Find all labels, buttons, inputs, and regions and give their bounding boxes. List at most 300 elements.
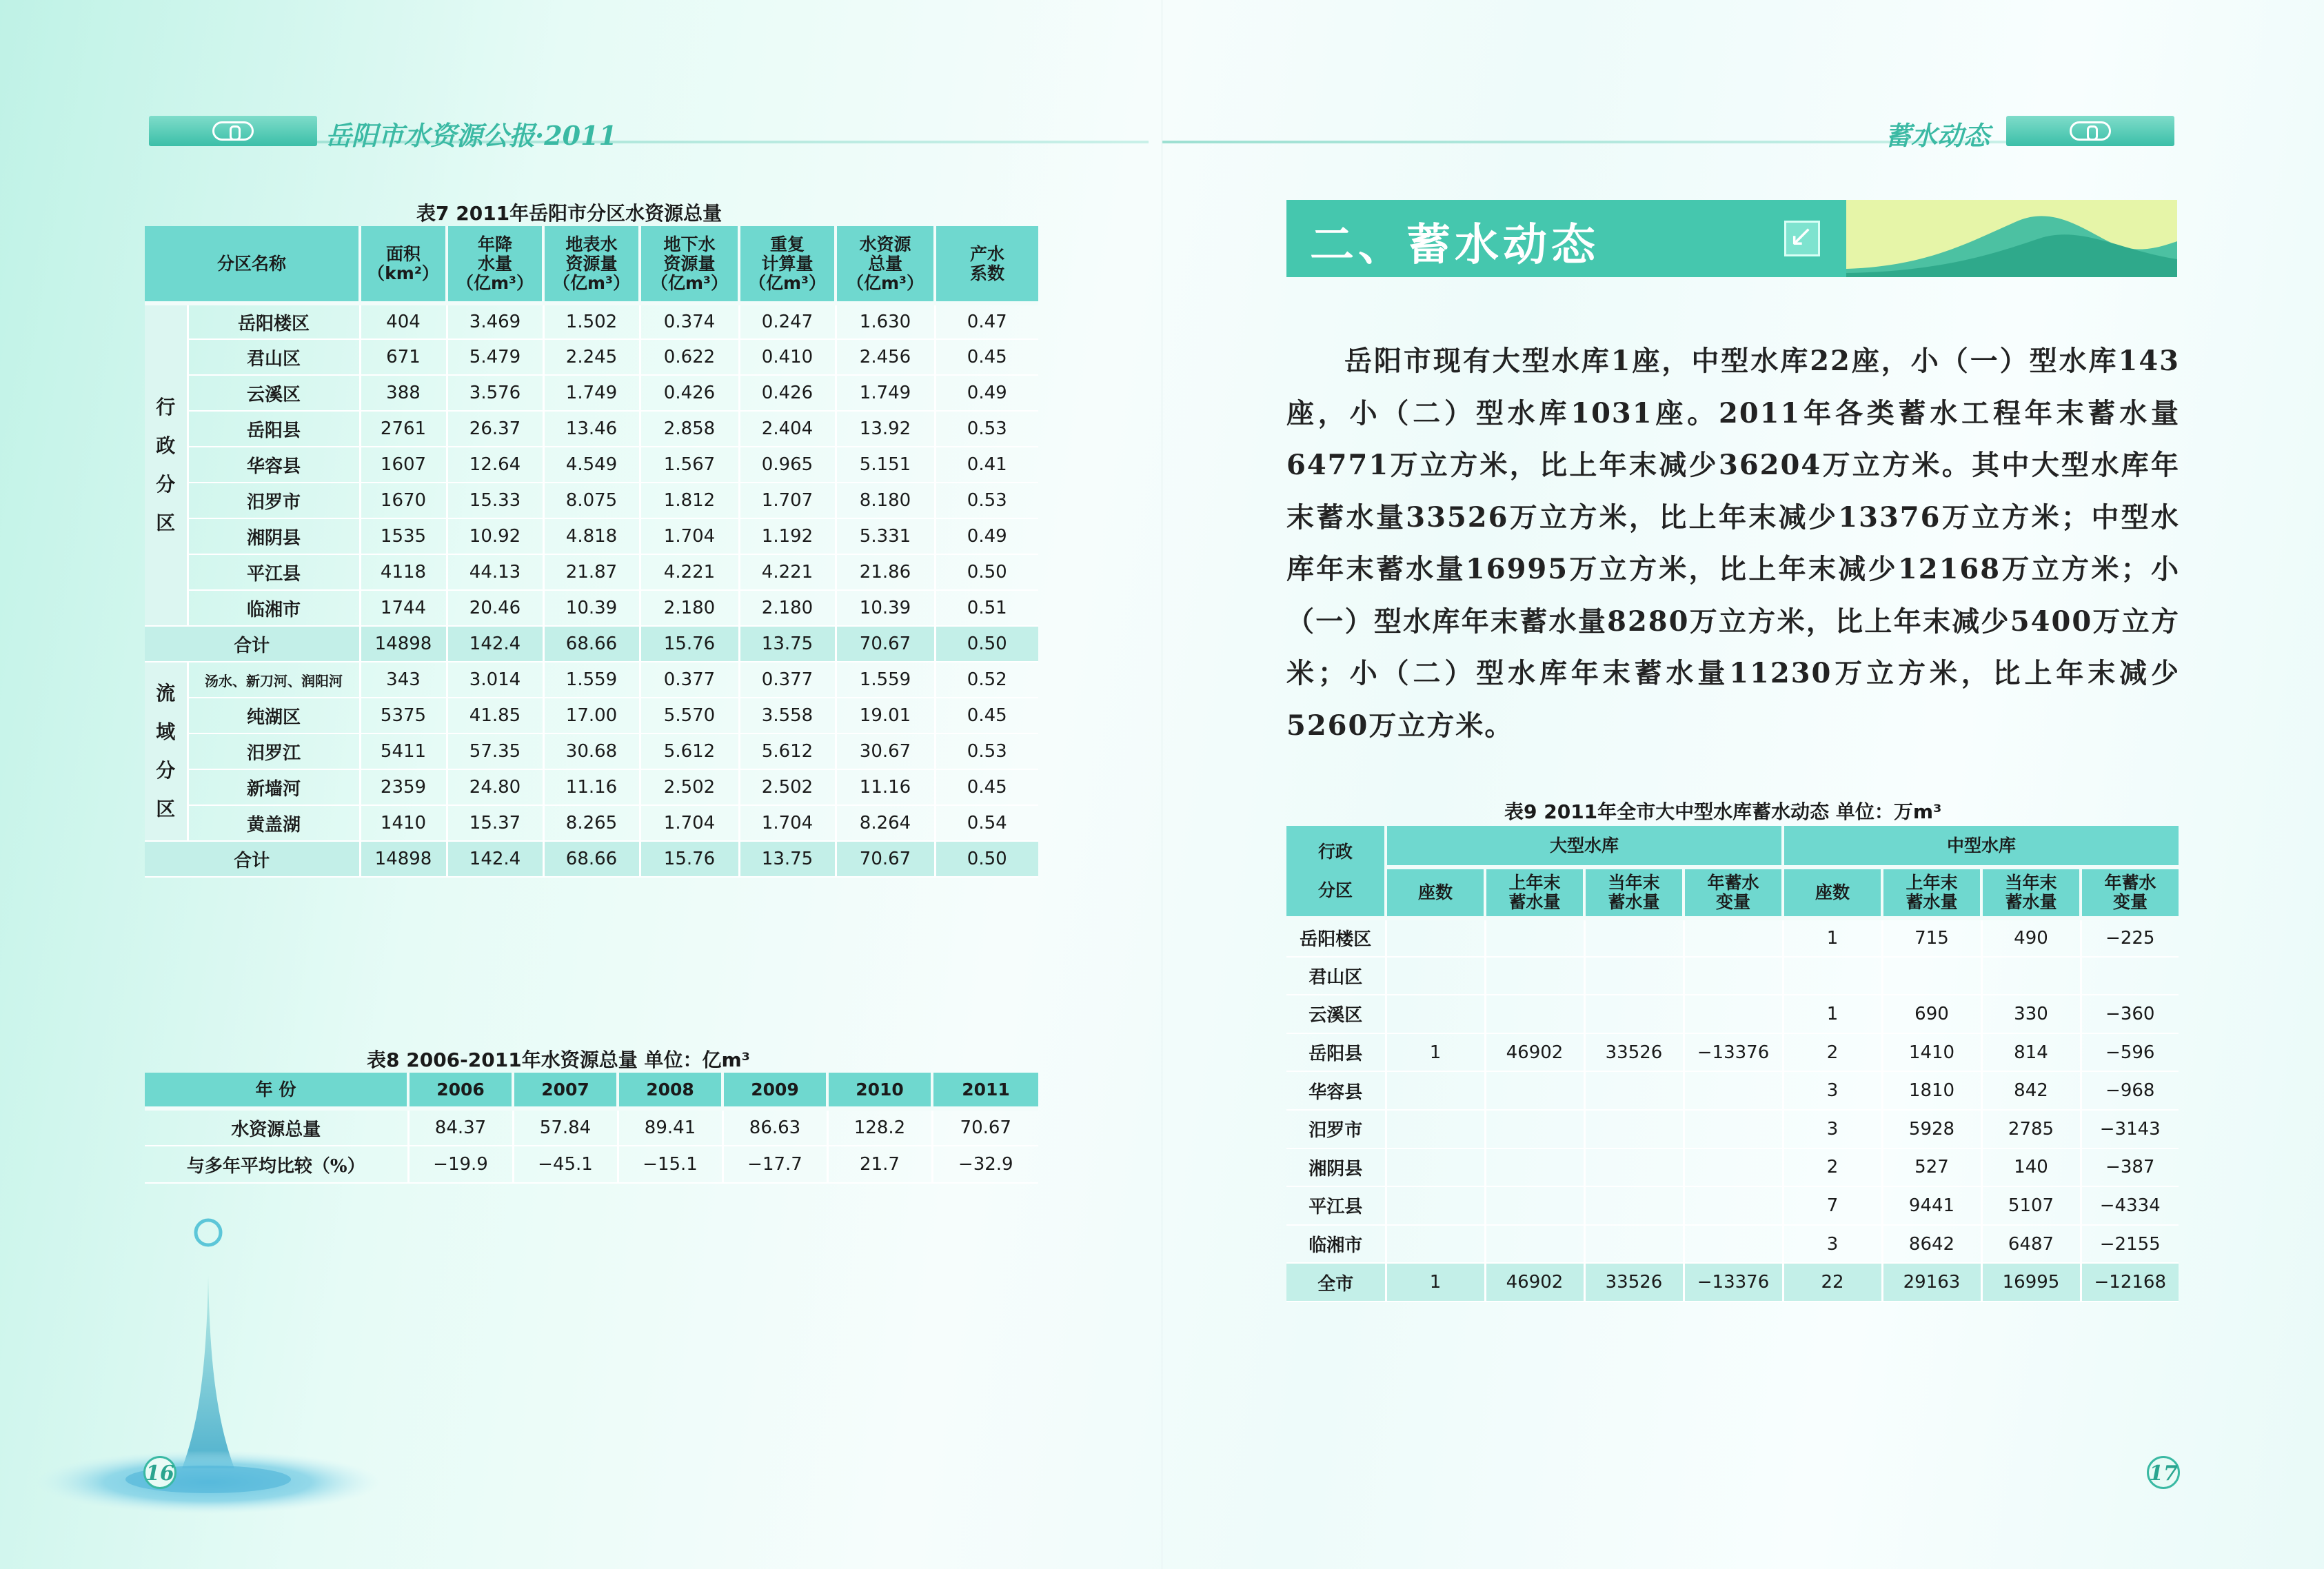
- t7-region-name: 汤水、新刀河、润阳河: [188, 662, 360, 698]
- t9-region-label: 行政分区: [1317, 841, 1353, 900]
- t9-cell: 527: [1882, 1148, 1981, 1187]
- t7-cell: 671: [360, 339, 447, 375]
- t9-cell: [1684, 1071, 1783, 1110]
- t7-cell: 10.39: [836, 590, 935, 626]
- t7-row: [145, 590, 1038, 626]
- t7-cell: 0.53: [935, 483, 1038, 518]
- t9-cell: −387: [2081, 1148, 2179, 1187]
- page-number-right: 17: [2147, 1456, 2180, 1489]
- t7-cell: 1.704: [640, 518, 739, 554]
- t9-cell: 7: [1783, 1186, 1882, 1225]
- t7-total-cell: 70.67: [836, 626, 935, 662]
- t9-row: [1286, 957, 2179, 995]
- header-line: 蓄水量: [1906, 892, 1958, 912]
- t9-large-header: 大型水库: [1386, 826, 1783, 867]
- t9-row: [1286, 918, 2179, 957]
- t7-header-cell: [360, 226, 447, 303]
- t7-cell: 1670: [360, 483, 447, 518]
- t7-total-cell: 14898: [360, 841, 447, 877]
- t7-cell: 1744: [360, 590, 447, 626]
- header-line: 水量: [477, 253, 512, 274]
- t7-cell: 1.559: [543, 662, 640, 698]
- header-line: 当年末: [1608, 873, 1660, 893]
- t9-region-name: 岳阳县: [1286, 1033, 1386, 1072]
- t7-cell: 1535: [360, 518, 447, 554]
- page-number-left: 16: [143, 1456, 176, 1489]
- t7-cell: 21.86: [836, 554, 935, 590]
- t9-sub-header: [1485, 867, 1584, 918]
- t9-sub-header: [1386, 867, 1485, 918]
- t9-cell: [1584, 918, 1684, 957]
- t7-row: [145, 411, 1038, 447]
- t9-cell: [1485, 1110, 1584, 1148]
- t9-sub-header: [1981, 867, 2081, 918]
- t7-cell: 1.567: [640, 447, 739, 483]
- t8-cell: 86.63: [723, 1109, 827, 1146]
- t7-cell: 388: [360, 375, 447, 411]
- t7-cell: 17.00: [543, 698, 640, 733]
- t7-cell: 0.49: [935, 518, 1038, 554]
- t9-region-name: 岳阳楼区: [1286, 918, 1386, 957]
- header-line: 上年末: [1906, 873, 1958, 893]
- t7-cell: 2.456: [836, 339, 935, 375]
- header-line: （亿m³）: [456, 272, 534, 293]
- t9-cell: [1584, 957, 1684, 995]
- t8-cell: 70.67: [932, 1109, 1038, 1146]
- t7-region-name: 临湘市: [188, 590, 360, 626]
- t7-total-cell: 0.50: [935, 841, 1038, 877]
- t7-cell: 15.37: [447, 805, 543, 841]
- header-line: 水资源: [859, 234, 911, 254]
- t7-cell: 1410: [360, 805, 447, 841]
- t9-cell: −13376: [1684, 1263, 1783, 1302]
- header-line: 分区名称: [216, 253, 286, 274]
- t9-cell: 490: [1981, 918, 2081, 957]
- t7-cell: 3.014: [447, 662, 543, 698]
- t7-cell: 2.404: [739, 411, 836, 447]
- t8-row: [145, 1146, 1038, 1183]
- header-line: 蓄水量: [1508, 892, 1561, 912]
- t9-cell: [1386, 1148, 1485, 1187]
- t9-cell: 33526: [1584, 1263, 1684, 1302]
- t9-cell: 3: [1783, 1110, 1882, 1148]
- t8-cell: −19.9: [408, 1146, 513, 1183]
- t7-group-label: [145, 662, 188, 841]
- storage-paragraph: 岳阳市现有大型水库1座，中型水库22座，小（一）型水库143座，小（二）型水库1031座。2011年各类蓄水工程年末蓄水量64771万立方米，比上年末减少36204万立方米。其中大型水库年末蓄水量33526万立方米，比上年末减少13376万立方米；中型水库年末蓄水量16995万立方米，比上年末减少12168万立方米；小（一）型水库年末蓄水量8280万立方米，比上年末减少5400万立方米；小（二）型水库年末蓄水量11230万立方米，比上年末减少5260万立方米。: [1286, 345, 2180, 742]
- t7-cell: 57.35: [447, 733, 543, 769]
- t7-total-cell: 13.75: [739, 626, 836, 662]
- t9-cell: −12168: [2081, 1263, 2179, 1302]
- t9-cell: [1684, 957, 1783, 995]
- t9-cell: [1386, 1110, 1485, 1148]
- table7-caption: 表7 2011年岳阳市分区水资源总量: [416, 202, 723, 225]
- header-line: 总量: [867, 253, 902, 274]
- t7-cell: 13.46: [543, 411, 640, 447]
- t9-cell: 46902: [1485, 1263, 1584, 1302]
- t8-cell: 57.84: [513, 1109, 618, 1146]
- t9-row: [1286, 1225, 2179, 1264]
- t9-cell: [1684, 1225, 1783, 1264]
- t7-group-text: 行政分区: [156, 396, 176, 534]
- t8-cell: 21.7: [827, 1146, 932, 1183]
- t7-cell: 0.426: [640, 375, 739, 411]
- t7-total-row: [145, 626, 1038, 662]
- header-line: 蓄水量: [2005, 892, 2057, 912]
- t7-cell: 0.45: [935, 769, 1038, 805]
- t7-cell: 2.502: [739, 769, 836, 805]
- t7-cell: 5.612: [640, 733, 739, 769]
- banner-landscape: [1846, 200, 2177, 277]
- t7-cell: 2.858: [640, 411, 739, 447]
- t9-cell: [1584, 1071, 1684, 1110]
- t9-cell: [2081, 957, 2179, 995]
- t7-cell: 0.52: [935, 662, 1038, 698]
- t7-cell: 5.612: [739, 733, 836, 769]
- header-line: 年蓄水: [2104, 873, 2156, 893]
- t7-region-name: 平江县: [188, 554, 360, 590]
- header-line: 座数: [1417, 882, 1453, 902]
- t8-header-cell: 年 份: [145, 1073, 408, 1109]
- t7-cell: 343: [360, 662, 447, 698]
- t7-cell: 2359: [360, 769, 447, 805]
- t7-header-cell: [739, 226, 836, 303]
- t9-cell: 842: [1981, 1071, 2081, 1110]
- t9-cell: 3: [1783, 1071, 1882, 1110]
- t7-total-row: [145, 841, 1038, 877]
- t7-cell: 8.264: [836, 805, 935, 841]
- t7-region-name: 君山区: [188, 339, 360, 375]
- t7-total-cell: 70.67: [836, 841, 935, 877]
- t9-cell: [1584, 995, 1684, 1033]
- t9-cell: 1410: [1882, 1033, 1981, 1072]
- t9-cell: [1584, 1110, 1684, 1148]
- t9-cell: [1783, 957, 1882, 995]
- t7-region-name: 新墙河: [188, 769, 360, 805]
- t7-cell: 15.33: [447, 483, 543, 518]
- t8-header-cell: 2008: [618, 1073, 723, 1109]
- t7-cell: 1.704: [739, 805, 836, 841]
- t9-cell: [1684, 1148, 1783, 1187]
- t7-total-cell: 68.66: [543, 841, 640, 877]
- t7-cell: 8.265: [543, 805, 640, 841]
- header-line: 地下水: [663, 234, 716, 254]
- t7-region-name: 云溪区: [188, 375, 360, 411]
- t9-cell: [1386, 1225, 1485, 1264]
- t7-cell: 2.180: [640, 590, 739, 626]
- t8-header-cell: 2011: [932, 1073, 1038, 1109]
- t9-cell: 1: [1783, 918, 1882, 957]
- t7-cell: 0.49: [935, 375, 1038, 411]
- t9-cell: 22: [1783, 1263, 1882, 1302]
- t7-cell: 3.576: [447, 375, 543, 411]
- t7-region-name: 汨罗江: [188, 733, 360, 769]
- t9-cell: 2: [1783, 1148, 1882, 1187]
- t7-cell: 0.426: [739, 375, 836, 411]
- t7-header-cell: [145, 226, 360, 303]
- t9-cell: 46902: [1485, 1033, 1584, 1072]
- t9-cell: 2: [1783, 1033, 1882, 1072]
- t7-cell: 2761: [360, 411, 447, 447]
- t8-header-cell: 2007: [513, 1073, 618, 1109]
- t7-cell: 0.374: [640, 303, 739, 339]
- header-line: 地表水: [565, 234, 618, 254]
- t8-cell: −45.1: [513, 1146, 618, 1183]
- t7-row: [145, 698, 1038, 733]
- header-line: 重复: [769, 234, 805, 254]
- header-line: （亿m³）: [749, 272, 826, 293]
- t7-header-cell: [447, 226, 543, 303]
- t9-cell: 814: [1981, 1033, 2081, 1072]
- t8-cell: −32.9: [932, 1146, 1038, 1183]
- t7-total-cell: 142.4: [447, 841, 543, 877]
- t7-cell: 1.707: [739, 483, 836, 518]
- t9-cell: [1485, 1225, 1584, 1264]
- t7-region-name: 纯湖区: [188, 698, 360, 733]
- t7-total-cell: 142.4: [447, 626, 543, 662]
- t7-cell: 0.247: [739, 303, 836, 339]
- t7-cell: 1.630: [836, 303, 935, 339]
- t7-total-label: 合计: [145, 626, 360, 662]
- t9-cell: −13376: [1684, 1033, 1783, 1072]
- t9-cell: [1485, 918, 1584, 957]
- t7-row: [145, 805, 1038, 841]
- t9-cell: [1386, 1071, 1485, 1110]
- t7-cell: 0.410: [739, 339, 836, 375]
- t7-header-cell: [543, 226, 640, 303]
- t7-cell: 4.549: [543, 447, 640, 483]
- header-line: 年降: [477, 234, 512, 254]
- t7-cell: 3.469: [447, 303, 543, 339]
- t7-cell: 4.221: [739, 554, 836, 590]
- t9-sub-header: [1684, 867, 1783, 918]
- t9-cell: [1485, 1186, 1584, 1225]
- header-line: 座数: [1815, 882, 1850, 902]
- t7-cell: 2.245: [543, 339, 640, 375]
- t9-cell: 140: [1981, 1148, 2081, 1187]
- t7-total-label: 合计: [145, 841, 360, 877]
- t7-total-cell: 13.75: [739, 841, 836, 877]
- t9-cell: [1386, 918, 1485, 957]
- t9-region-name: 云溪区: [1286, 995, 1386, 1033]
- header-title-right: 蓄水动态: [1885, 120, 1990, 151]
- t7-cell: 44.13: [447, 554, 543, 590]
- t7-region-name: 汨罗市: [188, 483, 360, 518]
- t7-group-text: 流域分区: [156, 682, 176, 820]
- t9-sub-header: [1783, 867, 1882, 918]
- t9-cell: [1684, 1110, 1783, 1148]
- t7-row: [145, 447, 1038, 483]
- t7-cell: 26.37: [447, 411, 543, 447]
- t7-cell: 1607: [360, 447, 447, 483]
- t8-cell: −15.1: [618, 1146, 723, 1183]
- t9-region-name: 汨罗市: [1286, 1110, 1386, 1148]
- t9-region-name: 湘阴县: [1286, 1148, 1386, 1187]
- t7-cell: 5.331: [836, 518, 935, 554]
- t9-cell: −596: [2081, 1033, 2179, 1072]
- t9-cell: −3143: [2081, 1110, 2179, 1148]
- t7-cell: 24.80: [447, 769, 543, 805]
- t9-region-name: 全市: [1286, 1263, 1386, 1302]
- header-line: （亿m³）: [651, 272, 728, 293]
- t7-cell: 0.53: [935, 411, 1038, 447]
- landscape-hills-graphic: [1846, 200, 2177, 277]
- t9-cell: [1386, 1186, 1485, 1225]
- t9-cell: [1684, 918, 1783, 957]
- header-line: （亿m³）: [553, 272, 630, 293]
- t7-region-name: 湘阴县: [188, 518, 360, 554]
- t7-cell: 30.67: [836, 733, 935, 769]
- t7-region-name: 岳阳县: [188, 411, 360, 447]
- t9-cell: [1485, 1148, 1584, 1187]
- t9-cell: −968: [2081, 1071, 2179, 1110]
- t9-cell: 1: [1783, 995, 1882, 1033]
- t7-cell: 41.85: [447, 698, 543, 733]
- t7-cell: 4.221: [640, 554, 739, 590]
- header-line: 计算量: [761, 253, 814, 274]
- section-banner: [1286, 200, 2177, 277]
- t9-cell: [1584, 1225, 1684, 1264]
- t8-header-cell: 2009: [723, 1073, 827, 1109]
- t9-row: [1286, 1110, 2179, 1148]
- t7-cell: 1.192: [739, 518, 836, 554]
- t7-cell: 0.51: [935, 590, 1038, 626]
- t9-region-name: 君山区: [1286, 957, 1386, 995]
- t7-cell: 10.39: [543, 590, 640, 626]
- t7-row: [145, 339, 1038, 375]
- t7-cell: 10.92: [447, 518, 543, 554]
- t7-cell: 0.53: [935, 733, 1038, 769]
- header-line: 年蓄水: [1707, 873, 1759, 893]
- t9-cell: 29163: [1882, 1263, 1981, 1302]
- t9-cell: [1485, 995, 1584, 1033]
- water-drop-logo-icon: [2070, 121, 2111, 141]
- t9-cell: 1: [1386, 1263, 1485, 1302]
- t8-header-cell: 2006: [408, 1073, 513, 1109]
- t9-row: [1286, 1033, 2179, 1072]
- t7-cell: 8.180: [836, 483, 935, 518]
- header-line: 系数: [969, 263, 1004, 283]
- t7-total-cell: 15.76: [640, 626, 739, 662]
- t7-region-name: 黄盖湖: [188, 805, 360, 841]
- t9-cell: [1684, 995, 1783, 1033]
- t9-cell: 330: [1981, 995, 2081, 1033]
- t8-cell: 128.2: [827, 1109, 932, 1146]
- header-line: 资源量: [565, 253, 618, 274]
- t9-cell: 16995: [1981, 1263, 2081, 1302]
- header-line: 变量: [2112, 892, 2148, 912]
- t7-cell: 11.16: [543, 769, 640, 805]
- t7-cell: 5.570: [640, 698, 739, 733]
- t9-cell: [1684, 1186, 1783, 1225]
- header-line: 资源量: [663, 253, 716, 274]
- t7-header-cell: [836, 226, 935, 303]
- t9-cell: [1981, 957, 2081, 995]
- t7-cell: 5.479: [447, 339, 543, 375]
- water-drop-illustration: [28, 1206, 386, 1524]
- t7-cell: 2.180: [739, 590, 836, 626]
- t7-row: [145, 483, 1038, 518]
- t9-cell: [1386, 957, 1485, 995]
- t7-total-cell: 15.76: [640, 841, 739, 877]
- t7-cell: 5.151: [836, 447, 935, 483]
- t9-row: [1286, 1148, 2179, 1187]
- t7-cell: 19.01: [836, 698, 935, 733]
- t9-sub-header: [1882, 867, 1981, 918]
- t9-cell: 3: [1783, 1225, 1882, 1264]
- header-line: （亿m³）: [847, 272, 924, 293]
- t9-sub-header: [1584, 867, 1684, 918]
- t9-cell: 5107: [1981, 1186, 2081, 1225]
- t7-cell: 8.075: [543, 483, 640, 518]
- t9-cell: [1485, 1071, 1584, 1110]
- t9-cell: 690: [1882, 995, 1981, 1033]
- t7-total-cell: 68.66: [543, 626, 640, 662]
- header-line: 面积: [385, 243, 421, 264]
- t9-cell: −2155: [2081, 1225, 2179, 1264]
- t7-cell: 30.68: [543, 733, 640, 769]
- t9-region-name: 临湘市: [1286, 1225, 1386, 1264]
- t9-cell: −4334: [2081, 1186, 2179, 1225]
- t9-cell: 6487: [1981, 1225, 2081, 1264]
- t9-cell: [1584, 1148, 1684, 1187]
- t9-cell: 5928: [1882, 1110, 1981, 1148]
- t9-cell: 1: [1386, 1033, 1485, 1072]
- t7-region-name: 岳阳楼区: [188, 303, 360, 339]
- t7-cell: 0.45: [935, 339, 1038, 375]
- t9-cell: 8642: [1882, 1225, 1981, 1264]
- t7-cell: 1.704: [640, 805, 739, 841]
- t7-cell: 0.50: [935, 554, 1038, 590]
- t7-cell: 5375: [360, 698, 447, 733]
- t7-cell: 4.818: [543, 518, 640, 554]
- t9-cell: 9441: [1882, 1186, 1981, 1225]
- t7-cell: 404: [360, 303, 447, 339]
- t8-row: [145, 1109, 1038, 1146]
- t9-sub-header: [2081, 867, 2179, 918]
- arrow-down-left-icon: [1784, 221, 1820, 256]
- t8-cell: 89.41: [618, 1109, 723, 1146]
- t9-cell: −225: [2081, 918, 2179, 957]
- t7-cell: 12.64: [447, 447, 543, 483]
- t7-cell: 20.46: [447, 590, 543, 626]
- header-line: 上年末: [1508, 873, 1561, 893]
- table9-caption: 表9 2011年全市大中型水库蓄水动态 单位：万m³: [1504, 800, 1942, 823]
- t7-cell: 1.812: [640, 483, 739, 518]
- t7-cell: 11.16: [836, 769, 935, 805]
- t7-total-cell: 14898: [360, 626, 447, 662]
- t7-total-cell: 0.50: [935, 626, 1038, 662]
- t7-cell: 0.45: [935, 698, 1038, 733]
- header-line: 蓄水量: [1608, 892, 1660, 912]
- t7-cell: 1.502: [543, 303, 640, 339]
- t7-cell: 5411: [360, 733, 447, 769]
- t7-header-cell: [640, 226, 739, 303]
- t7-cell: 0.377: [640, 662, 739, 698]
- header-line: 当年末: [2005, 873, 2057, 893]
- header-logo-block-right: [2006, 116, 2174, 146]
- t7-cell: 3.558: [739, 698, 836, 733]
- t7-group-label: [145, 303, 188, 626]
- t9-cell: −360: [2081, 995, 2179, 1033]
- t8-row-label: 水资源总量: [145, 1109, 408, 1146]
- t7-cell: 0.622: [640, 339, 739, 375]
- t9-cell: [1485, 957, 1584, 995]
- t9-cell: [1882, 957, 1981, 995]
- t7-row: [145, 769, 1038, 805]
- header-line: 变量: [1715, 892, 1750, 912]
- t9-region-header: [1286, 826, 1386, 918]
- header-line: 产水: [969, 243, 1004, 264]
